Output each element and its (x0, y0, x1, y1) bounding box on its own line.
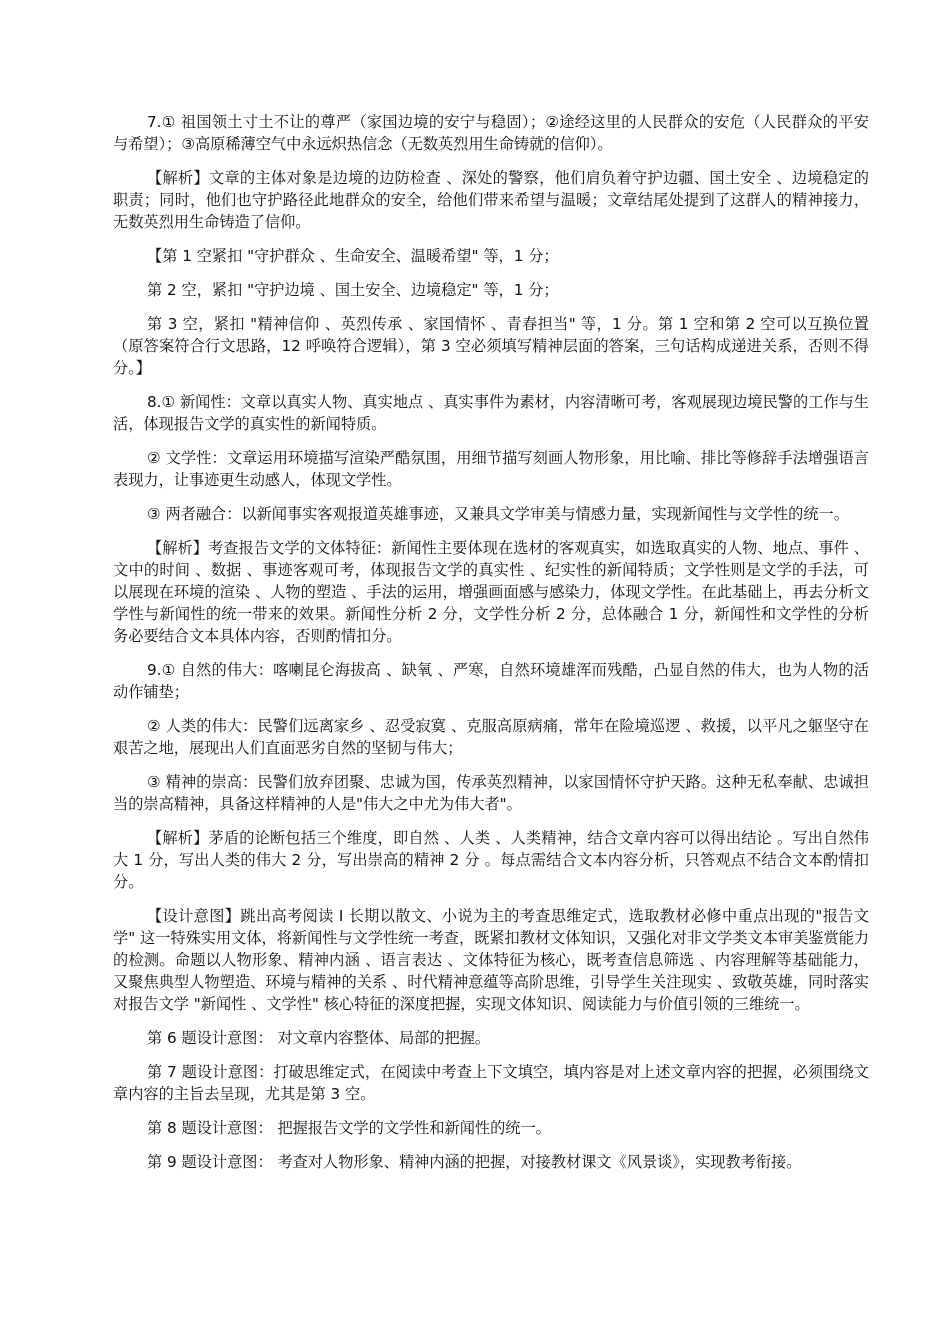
design-intent-q7: 第 7 题设计意图：打破思维定式，在阅读中考查上下文填空，填内容是对上述文章内容的把握，必须围绕文章内容的主旨去呈现，尤其是第 3 空。 (113, 1063, 869, 1103)
analysis-8: 【解析】考查报告文学的文体特征：新闻性主要体现在选材的客观真实，如选取真实的人物、地点、事件 、文中的时间 、数据 、事迹客观可考，体现报告文学的真实性 、纪实性的新闻特质；文学性则是文学的手法，可以展现在环境的渲染 、人物的塑造 、手法的运用，增强画面感与感染力，体现文学性。在此基础上，再去分析文学性与新闻性的统一带来的效果。新闻性分析 2 分，文学性分析 2 分，总体融合 1 分，新闻性和文学性的分析务必要结合文本具体内容，否则酌情扣分。 (113, 539, 869, 645)
design-intent-q9: 第 9 题设计意图： 考查对人物形象、精神内涵的把握，对接教材课文《风景谈》，实现教考衔接。 (147, 1153, 802, 1171)
answer-9-spirit: ③ 精神的崇高：民警们放弃团聚、忠诚为国，传承英烈精神，以家国情怀守护天路。这种无私奉献、忠诚担当的崇高精神，具备这样精神的人是"伟大之中尤为伟大者"。 (113, 773, 869, 813)
document-page (113, 111, 869, 1185)
analysis-9: 【解析】茅盾的论断包括三个维度，即自然 、人类 、人类精神，结合文章内容可以得出结论 。写出自然伟大 1 分，写出人类的伟大 2 分，写出崇高的精神 2 分 。每点需结合文本内容分析，只答观点不结合文本酌情扣分。 (113, 829, 869, 891)
answer-9-nature: 9.① 自然的伟大：喀喇昆仑海拔高 、缺氧 、严寒，自然环境雄浑而残酷，凸显自然的伟大，也为人物的活动作铺垫； (113, 661, 869, 701)
scoring-blank-3: 第 3 空，紧扣 "精神信仰 、英烈传承 、家国情怀 、青春担当" 等，1 分。第 1 空和第 2 空可以互换位置（原答案符合行文思路，12 呼唤符合逻辑），第 3 空必须填写精神层面的答案，三句话构成递进关系，否则不得分。】 (113, 315, 869, 377)
scoring-blank-2: 第 2 空，紧扣 "守护边境 、国土安全、边境稳定" 等，1 分； (147, 281, 559, 299)
design-intent-q8: 第 8 题设计意图： 把握报告文学的文学性和新闻性的统一。 (147, 1119, 551, 1137)
answer-9-human: ② 人类的伟大：民警们远离家乡 、忍受寂寞 、克服高原病痛，常年在险境巡逻 、救援，以平凡之躯坚守在艰苦之地，展现出人们直面恶劣自然的坚韧与伟大； (113, 717, 869, 757)
answer-7: 7.① 祖国领土寸土不让的尊严（家国边境的安宁与稳固）；②途经这里的人民群众的安危（人民群众的平安与希望）；③高原稀薄空气中永远炽热信念（无数英烈用生命铸就的信仰）。 (113, 113, 869, 153)
analysis-7: 【解析】文章的主体对象是边境的边防检查 、深处的警察，他们肩负着守护边疆、国土安全 、边境稳定的职责；同时，他们也守护路径此地群众的安全，给他们带来希望与温暖；文章结尾处提到了这群人的精神接力，无数英烈用生命铸造了信仰。 (113, 169, 869, 231)
design-intent-q6: 第 6 题设计意图： 对文章内容整体、局部的把握。 (147, 1029, 491, 1047)
answer-8-fusion: ③ 两者融合：以新闻事实客观报道英雄事迹，又兼具文学审美与情感力量，实现新闻性与文学性的统一。 (147, 505, 849, 523)
scoring-blank-1: 【第 1 空紧扣 "守护群众 、生命安全、温暖希望" 等，1 分； (147, 247, 559, 265)
answer-8-news: 8.① 新闻性：文章以真实人物、真实地点 、真实事件为素材，内容清晰可考，客观展现边境民警的工作与生活，体现报告文学的真实性的新闻特质。 (113, 393, 869, 433)
design-intent: 【设计意图】跳出高考阅读 I 长期以散文、小说为主的考查思维定式，选取教材必修中重点出现的"报告文学" 这一特殊实用文体，将新闻性与文学性统一考查，既紧扣教材文体知识，又强化对非文学类文本审美鉴赏能力的检测。命题以人物形象、精神内涵 、语言表达 、文体特征为核心，既考查信息筛选 、内容理解等基础能力，又聚焦典型人物塑造、环境与精神的关系 、时代精神意蕴等高阶思维，引导学生关注现实 、致敬英雄，同时落实对报告文学 "新闻性 、文学性" 核心特征的深度把握，实现文体知识、阅读能力与价值引领的三维统一。 (113, 907, 870, 1013)
answer-8-literary: ② 文学性：文章运用环境描写渲染严酷氛围，用细节描写刻画人物形象，用比喻、排比等修辞手法增强语言表现力，让事迹更生动感人，体现文学性。 (113, 449, 869, 489)
